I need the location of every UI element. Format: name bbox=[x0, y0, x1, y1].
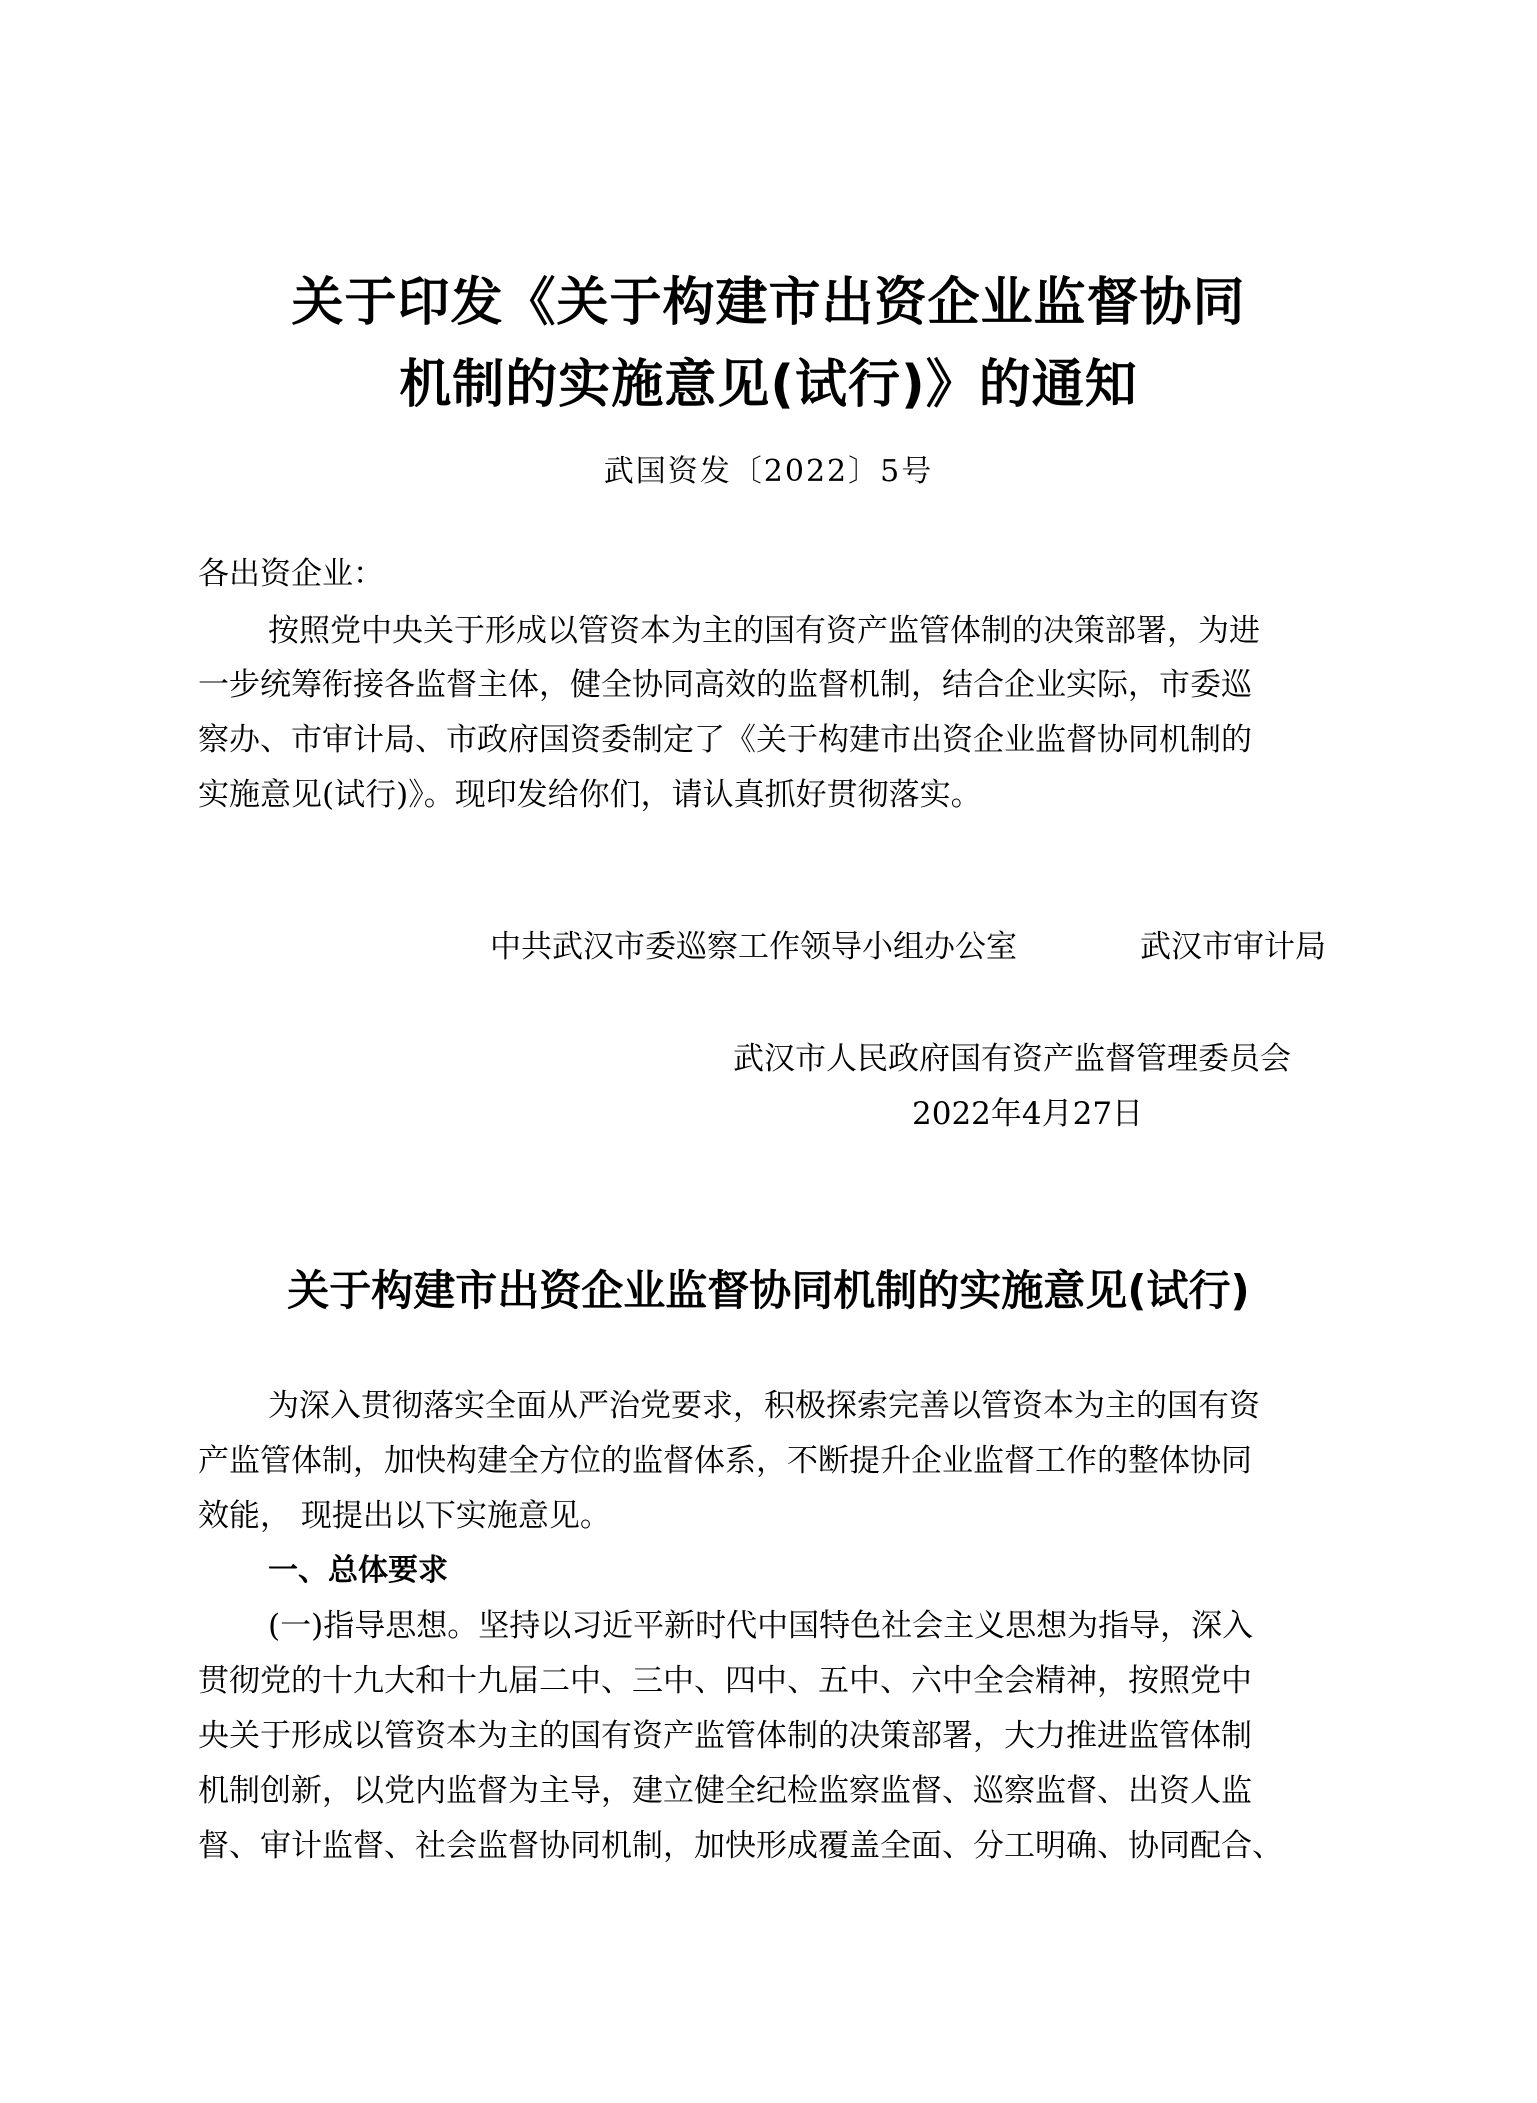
signatory-audit-bureau: 武汉市审计局 bbox=[1140, 929, 1326, 965]
signatory-inspection-office: 中共武汉市委巡察工作领导小组办公室 bbox=[490, 929, 1017, 965]
notice-title-line-2: 机制的实施意见(试行)》的通知 bbox=[399, 355, 1138, 415]
section-body-line: (一)指导思想。坚持以习近平新时代中国特色社会主义思想为指导，深入 bbox=[268, 1608, 1254, 1644]
notice-date: 2022年4月27日 bbox=[912, 1096, 1144, 1132]
section-body-line: 央关于形成以管资本为主的国有资产监管体制的决策部署，大力推进监管体制 bbox=[198, 1718, 1252, 1754]
section-body-line: 督、审计监督、社会监督协同机制，加快形成覆盖全面、分工明确、协同配合、 bbox=[198, 1828, 1283, 1864]
notice-title-line-1: 关于印发《关于构建市出资企业监督协同 bbox=[291, 273, 1246, 333]
opinion-intro-line: 为深入贯彻落实全面从严治党要求，积极探索完善以管资本为主的国有资 bbox=[268, 1388, 1260, 1424]
section-heading: 一、总体要求 bbox=[268, 1553, 448, 1588]
document-number: 武国资发〔2022〕5号 bbox=[603, 454, 934, 489]
opinion-intro-line: 效能， 现提出以下实施意见。 bbox=[198, 1498, 611, 1534]
opinion-title: 关于构建市出资企业监督协同机制的实施意见(试行) bbox=[287, 1266, 1250, 1315]
section-body-line: 机制创新，以党内监督为主导，建立健全纪检监察监督、巡察监督、出资人监 bbox=[198, 1773, 1252, 1809]
notice-body-line: 按照党中央关于形成以管资本为主的国有资产监管体制的决策部署，为进 bbox=[268, 613, 1260, 649]
opinion-intro-line: 产监管体制，加快构建全方位的监督体系，不断提升企业监督工作的整体协同 bbox=[198, 1443, 1252, 1479]
notice-body-line: 实施意见(试行)》。现印发给你们，请认真抓好贯彻落实。 bbox=[198, 777, 982, 813]
notice-body-line: 一步统筹衔接各监督主体，健全协同高效的监督机制，结合企业实际，市委巡 bbox=[198, 667, 1252, 703]
section-body-line: 贯彻党的十九大和十九届二中、三中、四中、五中、六中全会精神，按照党中 bbox=[198, 1663, 1252, 1699]
salutation: 各出资企业： bbox=[198, 556, 384, 592]
signatory-sasac: 武汉市人民政府国有资产监督管理委员会 bbox=[733, 1041, 1291, 1077]
notice-body-line: 察办、市审计局、市政府国资委制定了《关于构建市出资企业监督协同机制的 bbox=[198, 722, 1252, 758]
